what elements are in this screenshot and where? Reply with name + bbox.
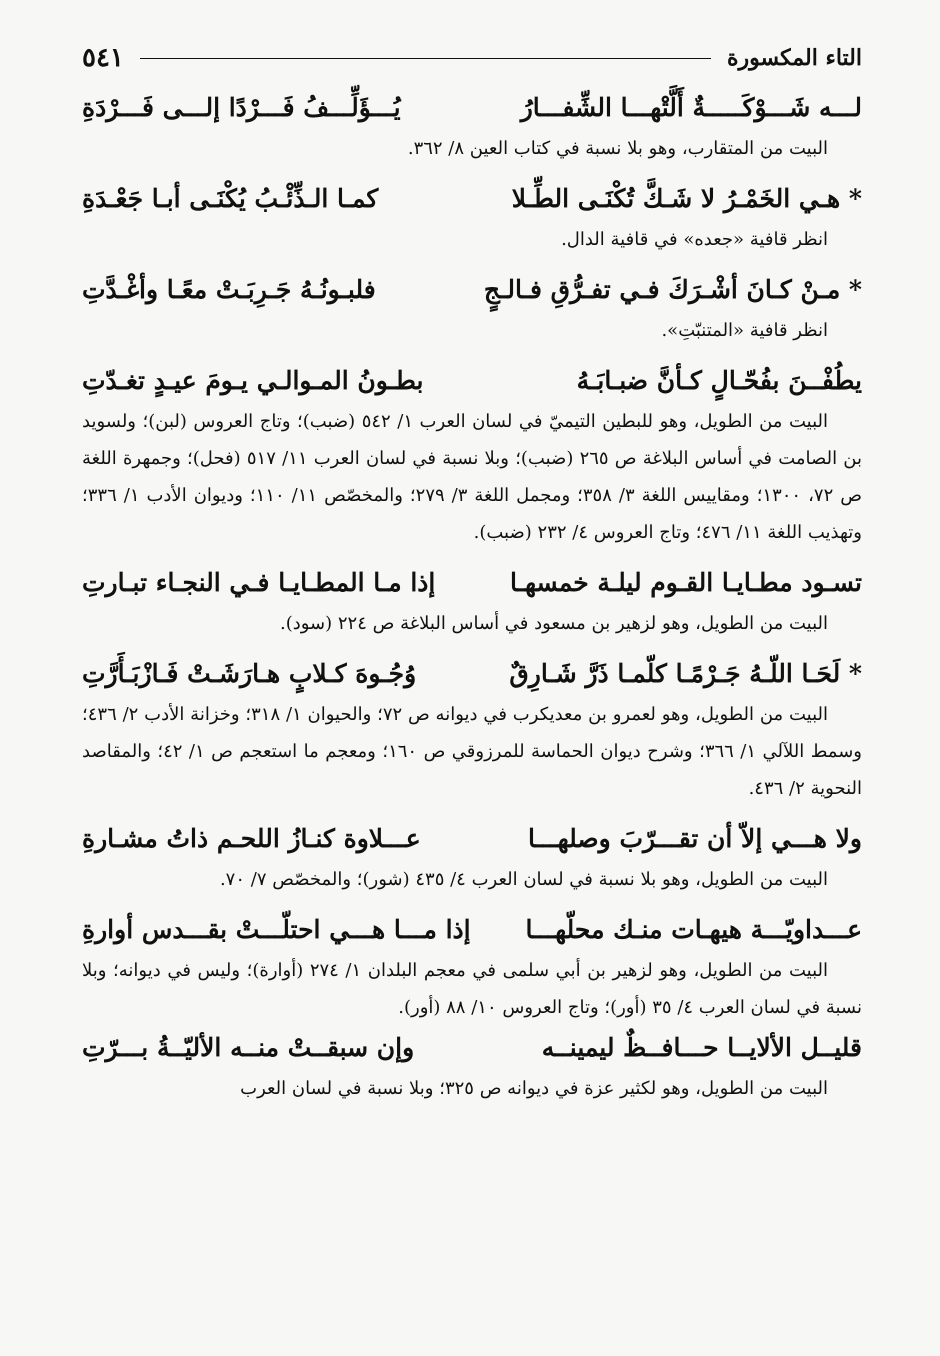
verse-line: [82, 268, 862, 312]
entry-spacer: [82, 551, 862, 561]
entry-spacer: [82, 898, 862, 908]
entry-spacer: [82, 642, 862, 652]
page-header: [82, 38, 862, 78]
verse-entry: [82, 1026, 862, 1107]
second-hemistich: إذا مـا المطـايـا فـي النجـاء تبـارتِ: [82, 568, 436, 597]
page-number: ٥٤١: [82, 43, 124, 73]
second-hemistich: كمـا الـذِّئْـبُ يُكْنَـى أبـا جَعْـدَةِ: [82, 184, 379, 213]
verse-source-note: البيت من الطويل، وهو لزهير بن مسعود في أساس البلاغة ص ٢٢٤ (سود).: [279, 613, 828, 634]
verse-entry: [82, 359, 862, 551]
running-title: التاء المكسورة: [727, 45, 862, 71]
verse-source-note: البيت من المتقارب، وهو بلا نسبة في كتاب العين ٨/ ٣٦٢.: [407, 138, 828, 159]
verse-source-note: البيت من الطويل، وهو بلا نسبة في لسان العرب ٤/ ٤٣٥ (شور)؛ والمخصّص ٧/ ٧٠.: [219, 869, 828, 890]
verse-source-note: انظر قافية «جعده» في قافية الدال.: [561, 229, 828, 250]
verse-line: [82, 86, 862, 130]
verse-line: [82, 1026, 862, 1070]
verse-line: [82, 908, 862, 952]
second-hemistich: عـــلاوة كنـازُ اللحـم ذاتُ مشـارةِ: [82, 824, 421, 853]
verse-entry: [82, 268, 862, 349]
first-hemistich: * لَحَـا اللّـهُ جَـرْمًـا كلّمـا ذَرَّ شَـارِقٌ: [509, 659, 862, 688]
verse-line: [82, 359, 862, 403]
second-hemistich: إذا مـــا هـــي احتلّـــتْ بقـــدس أوارةِ: [82, 915, 471, 944]
verse-entry: [82, 177, 862, 258]
entry-spacer: [82, 807, 862, 817]
entries-list: [82, 86, 862, 1107]
first-hemistich: * مـنْ كـانَ أشْـرَكَ فـي تفـرُّقِ فـالـجٍ: [483, 275, 862, 304]
verse-source-note: البيت من الطويل، وهو لعمرو بن معديكرب في ديوانه ص ٧٢؛ والحيوان ١/ ٣١٨؛ وخزانة الأدب ٢/ ٤٣٦؛ وسمط اللآلي ١/ ٣٦٦؛ وشرح ديوان الحماسة للمرزوقي ص ١٦٠؛ ومعجم ما استعجم ص ١/ ٤٢؛ والمقاصد النحوية ٢/ ٤٣٦.: [82, 704, 862, 799]
verse-source-note: انظر قافية «المتنبّتِ».: [661, 320, 828, 341]
entry-spacer: [82, 167, 862, 177]
entry-spacer: [82, 258, 862, 268]
header-divider: [140, 58, 711, 59]
verse-line: [82, 177, 862, 221]
first-hemistich: يطُفْــنَ بفُحّـالٍ كـأنَّ ضبـابَـهُ: [576, 366, 862, 395]
verse-entry: [82, 86, 862, 167]
verse-line: [82, 652, 862, 696]
second-hemistich: وُجُـوهَ كـلابٍ هـارَشَـتْ فَـازْبَـأَرَّتِ: [82, 659, 417, 688]
second-hemistich: يُـــؤَلِّـــفُ فَـــرْدًا إلـــى فَـــرْدَةِ: [82, 93, 401, 122]
verse-entry: [82, 652, 862, 807]
first-hemistich: عـــداويّـــة هيهـات منـك محلّهـــا: [525, 915, 862, 944]
first-hemistich: تسـود مطـايـا القـوم ليلـة خمسهـا: [510, 568, 862, 597]
verse-entry: [82, 908, 862, 1026]
second-hemistich: وإن سبقــتْ منــه الأليّــةُ بـــرّتِ: [82, 1033, 415, 1062]
verse-source-note: البيت من الطويل، وهو لزهير بن أبي سلمى في معجم البلدان ١/ ٢٧٤ (أوارة)؛ وليس في ديوانه؛ وبلا نسبة في لسان العرب ٤/ ٣٥ (أور)؛ وتاج العروس ١٠/ ٨٨ (أور).: [82, 960, 862, 1018]
first-hemistich: قليــل الألايــا حـــافــظٌ ليمينــه: [541, 1033, 862, 1062]
verse-line: [82, 561, 862, 605]
entry-spacer: [82, 349, 862, 359]
second-hemistich: بطـونُ المـوالـي يـومَ عيـدٍ تغـدّتِ: [82, 366, 424, 395]
verse-entry: [82, 561, 862, 642]
verse-line: [82, 817, 862, 861]
first-hemistich: * هـي الخَمْـرُ لا شَـكَّ تُكْنَـى الطِّـلا: [511, 184, 862, 213]
verse-source-note: البيت من الطويل، وهو للبطين التيميّ في لسان العرب ١/ ٥٤٢ (ضبب)؛ وتاج العروس (لبن)؛ ولسويد بن الصامت في أساس البلاغة ص ٢٦٥ (ضبب)؛ وبلا نسبة في لسان العرب ١١/ ٥١٧ (فحل)؛ وجمهرة اللغة ص ٧٢، ١٣٠٠؛ ومقاييس اللغة ٣/ ٣٥٨؛ ومجمل اللغة ٣/ ٢٧٩؛ والمخصّص ١١/ ١١٠؛ وديوان الأدب ١/ ٣٣٦؛ وتهذيب اللغة ١١/ ٤٧٦؛ وتاج العروس ٤/ ٢٣٢ (ضبب).: [82, 411, 863, 543]
first-hemistich: ولا هـــي إلاّ أن تقـــرّبَ وصلهـــا: [528, 824, 862, 853]
verse-entry: [82, 817, 862, 898]
verse-source-note: البيت من الطويل، وهو لكثير عزة في ديوانه ص ٣٢٥؛ وبلا نسبة في لسان العرب: [240, 1078, 828, 1099]
first-hemistich: لـــه شَـــوْكَـــــةٌ أَلَّتْهـــا الشِّفـــارُ: [520, 93, 862, 122]
second-hemistich: فلبـونُـهُ جَـرِبَـتْ معًـا وأغْـدَّتِ: [82, 275, 376, 304]
